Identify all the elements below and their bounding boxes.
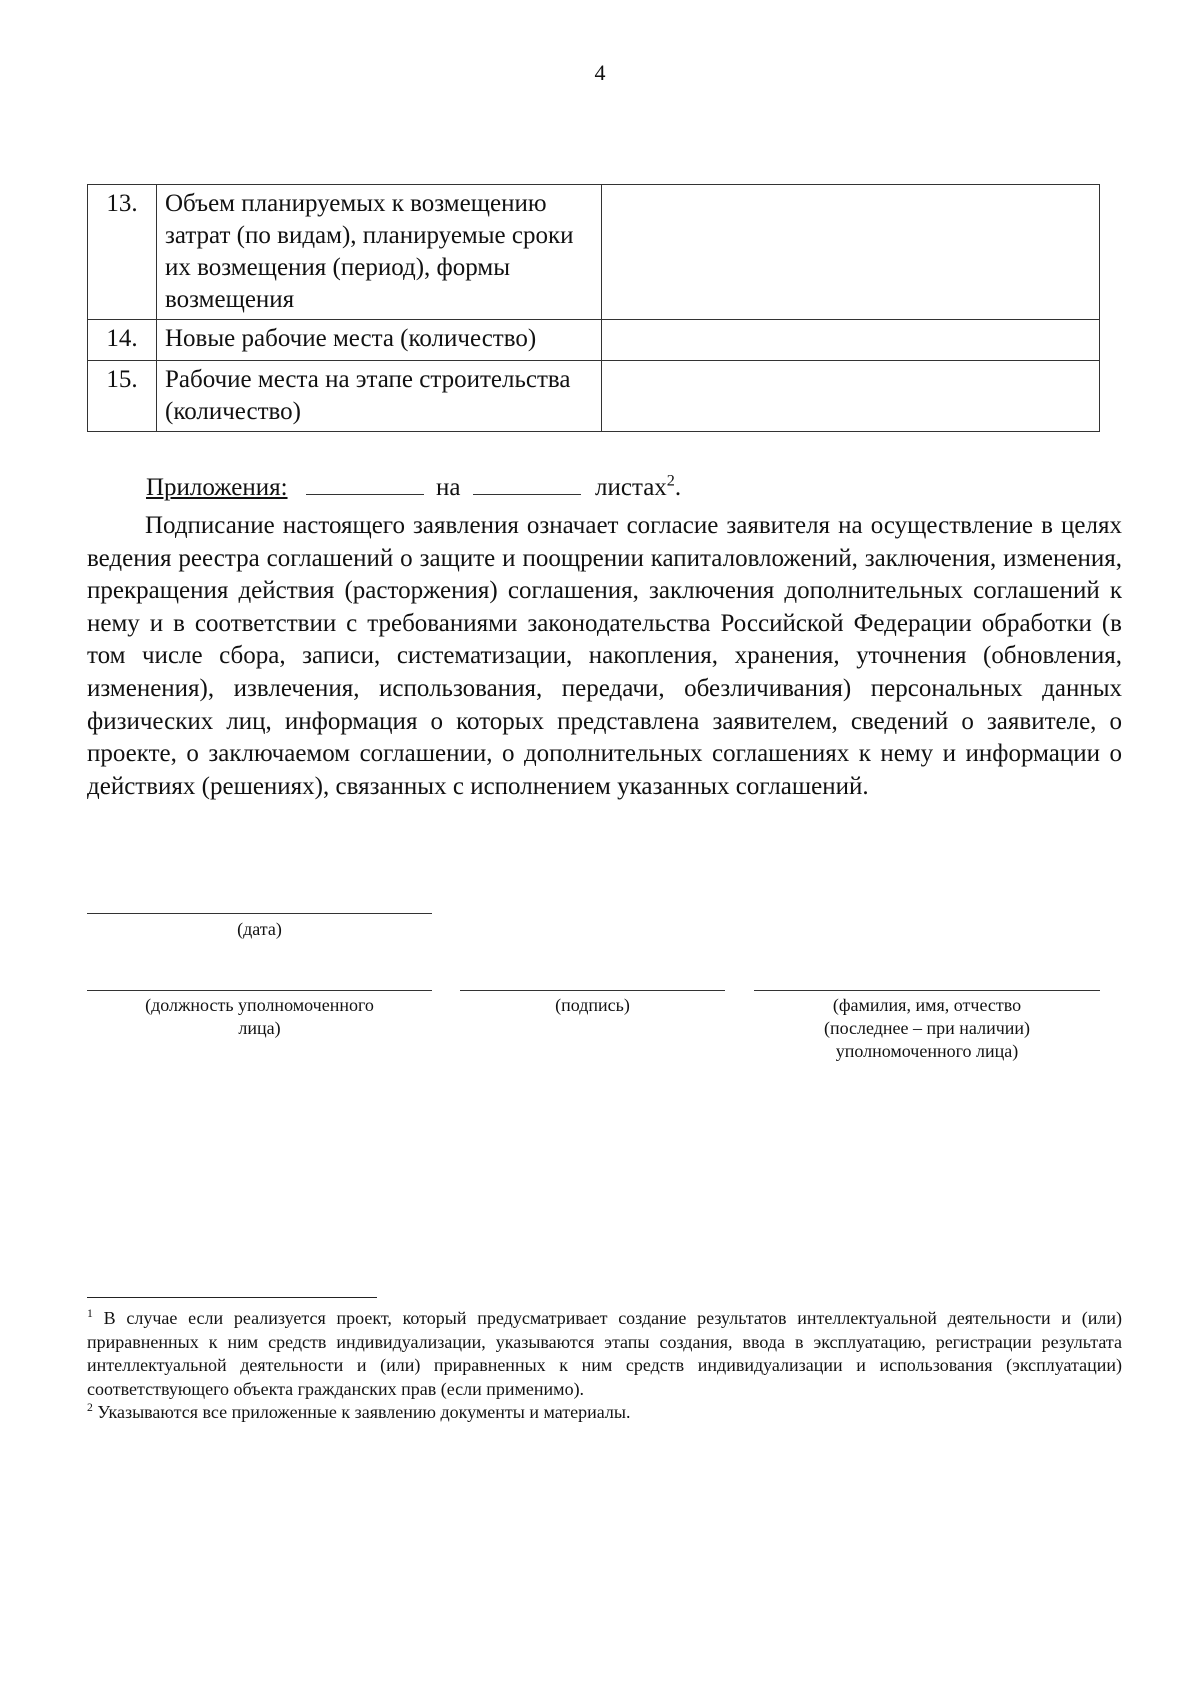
table-row [88, 361, 1100, 432]
page-number: 4 [594, 60, 606, 85]
row-number: 15. [88, 361, 157, 432]
row-value-cell[interactable] [602, 361, 1100, 432]
attachments-sheets-blank[interactable] [473, 470, 581, 495]
row-number: 13. [88, 185, 157, 320]
signature-line[interactable] [460, 990, 725, 991]
application-table [87, 184, 1100, 432]
attachments-on-word: на [436, 474, 461, 501]
attachments-end: . [674, 474, 682, 501]
consent-paragraph: Подписание настоящего заявления означает согласие заявителя на осуществление в целях ведения реестра соглашений о защите и поощрении капиталовложений, заключения, изменения, прекращения действия (расторжения) соглашения, заключения дополнительных соглашений к нему и в соответствии с требованиями законодательства Российской Федерации обработки (в том числе сбора, записи, систематизации, накопления, хранения, уточнения (обновления, изменения), извлечения, использования, передачи, обезличивания) персональных данных физических лиц, информация о которых представлена заявителем, сведений о заявителе, о проекте, о заключаемом соглашении, о дополнительных соглашениях к нему и информации о действиях (решениях), связанных с исполнением указанных соглашений. [87, 512, 1122, 800]
table-row [88, 185, 1100, 320]
row-label: Объем планируемых к возмещению затрат (по видам), планируемые сроки их возмещения (период), формы возмещения [157, 185, 602, 320]
row-label: Рабочие места на этапе строительства (количество) [157, 361, 602, 432]
attachments-sheets-word: листах [595, 474, 667, 501]
position-caption: (должность уполномоченного лица) [145, 995, 374, 1038]
attachments-line [146, 470, 681, 504]
table-row [88, 320, 1100, 361]
footnote-text: Указываются все приложенные к заявлению документы и материалы. [97, 1402, 631, 1422]
attachments-count-blank[interactable] [306, 470, 424, 495]
footnote-2 [87, 1401, 1122, 1425]
attachments-label: Приложения: [146, 474, 288, 501]
row-value-cell[interactable] [602, 185, 1100, 320]
row-value-cell[interactable] [602, 320, 1100, 361]
footnote-1 [87, 1307, 1122, 1401]
footnotes [87, 1307, 1122, 1425]
footnote-ref: 2 [666, 471, 675, 490]
row-label: Новые рабочие места (количество) [157, 320, 602, 361]
signature-caption: (подпись) [555, 995, 630, 1015]
row-number: 14. [88, 320, 157, 361]
date-caption: (дата) [237, 919, 282, 939]
footnote-text: В случае если реализуется проект, который предусматривает создание результатов интеллектуальной деятельности и (или) приравненных к ним средств индивидуализации, указываются этапы создания, ввода в эксплуатацию, регистрации результата интеллектуальной деятельности и (или) приравненных к ним средств индивидуализации и использования (эксплуатации) соответствующего объекта гражданских прав (если применимо). [87, 1308, 1123, 1399]
position-line[interactable] [87, 990, 432, 991]
name-caption: (фамилия, имя, отчество (последнее – при наличии) уполномоченного лица) [823, 995, 1031, 1061]
footnote-mark: 2 [87, 1401, 93, 1414]
date-line[interactable] [87, 913, 432, 914]
footnote-separator [87, 1297, 377, 1298]
name-line[interactable] [754, 990, 1100, 991]
footnote-mark: 1 [87, 1307, 93, 1320]
